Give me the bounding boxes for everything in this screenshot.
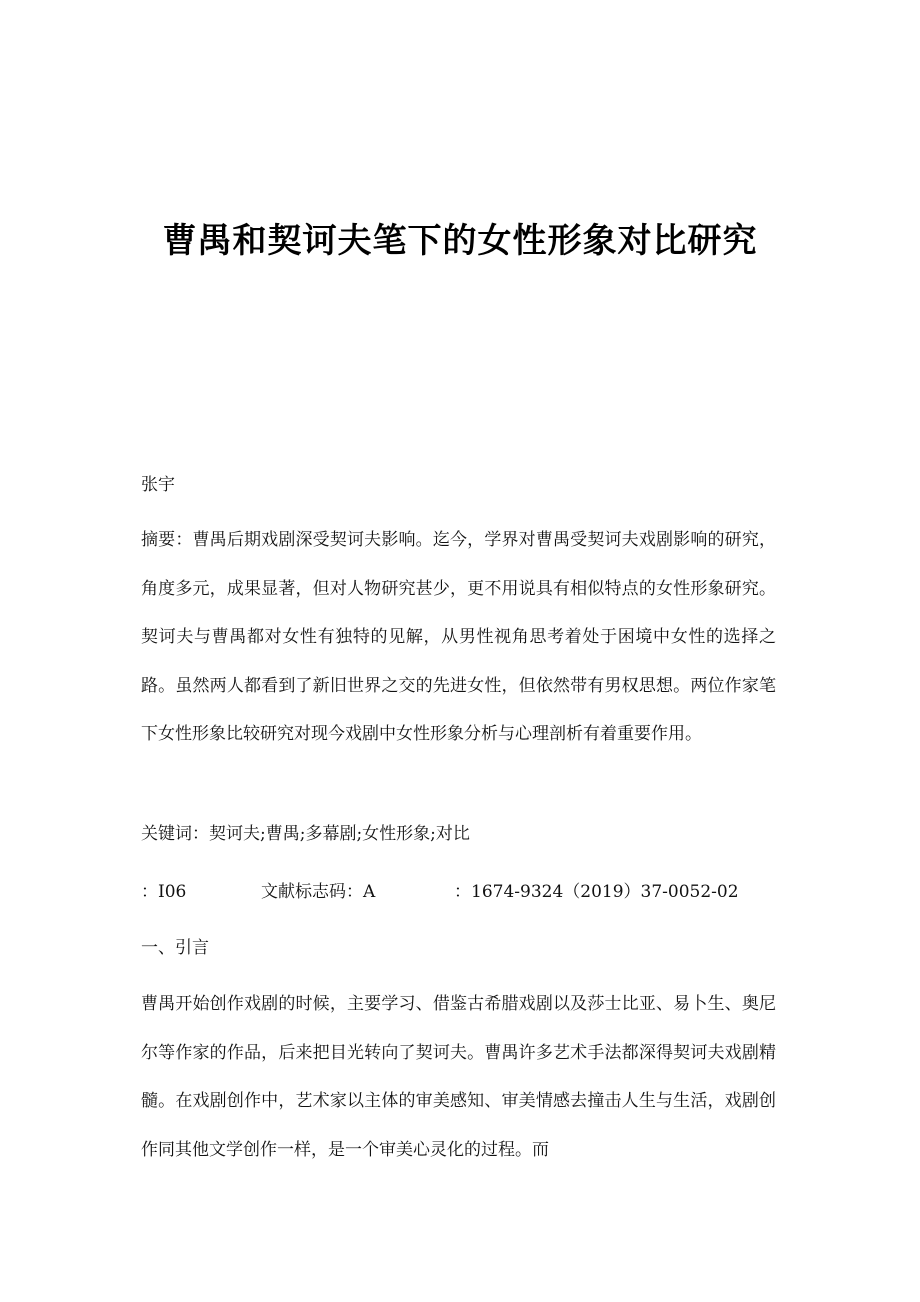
keywords-line: 关键词：契诃夫;曹禺;多幕剧;女性形象;对比 [141,824,470,844]
author-name: 张宇 [141,475,175,495]
document-code: 文献标志码：A [261,882,376,902]
article-number: ：1674-9324（2019）37-0052-02 [454,882,739,902]
classification-line [141,868,781,916]
body-paragraph: 曹禺开始创作戏剧的时候，主要学习、借鉴古希腊戏剧以及莎士比亚、易卜生、奥尼尔等作家的作品，后来把目光转向了契诃夫。曹禺许多艺术手法都深得契诃夫戏剧精髓。在戏剧创作中，艺术家以主体的审美感知、审美情感去撞击人生与生活，戏剧创作同其他文学创作一样，是一个审美心灵化的过程。而 [141,994,776,1160]
abstract-paragraph: 摘要：曹禺后期戏剧深受契诃夫影响。迄今，学界对曹禺受契诃夫戏剧影响的研究，角度多元，成果显著，但对人物研究甚少，更不用说具有相似特点的女性形象研究。契诃夫与曹禺都对女性有独特的见解，从男性视角思考着处于困境中女性的选择之路。虽然两人都看到了新旧世界之交的先进女性，但依然带有男权思想。两位作家笔下女性形象比较研究对现今戏剧中女性形象分析与心理剖析有着重要作用。 [141,530,776,744]
paper-title: 曹禺和契诃夫笔下的女性形象对比研究 [162,221,758,261]
section-heading: 一、引言 [141,938,209,958]
clc-number: ：I06 [141,882,187,902]
